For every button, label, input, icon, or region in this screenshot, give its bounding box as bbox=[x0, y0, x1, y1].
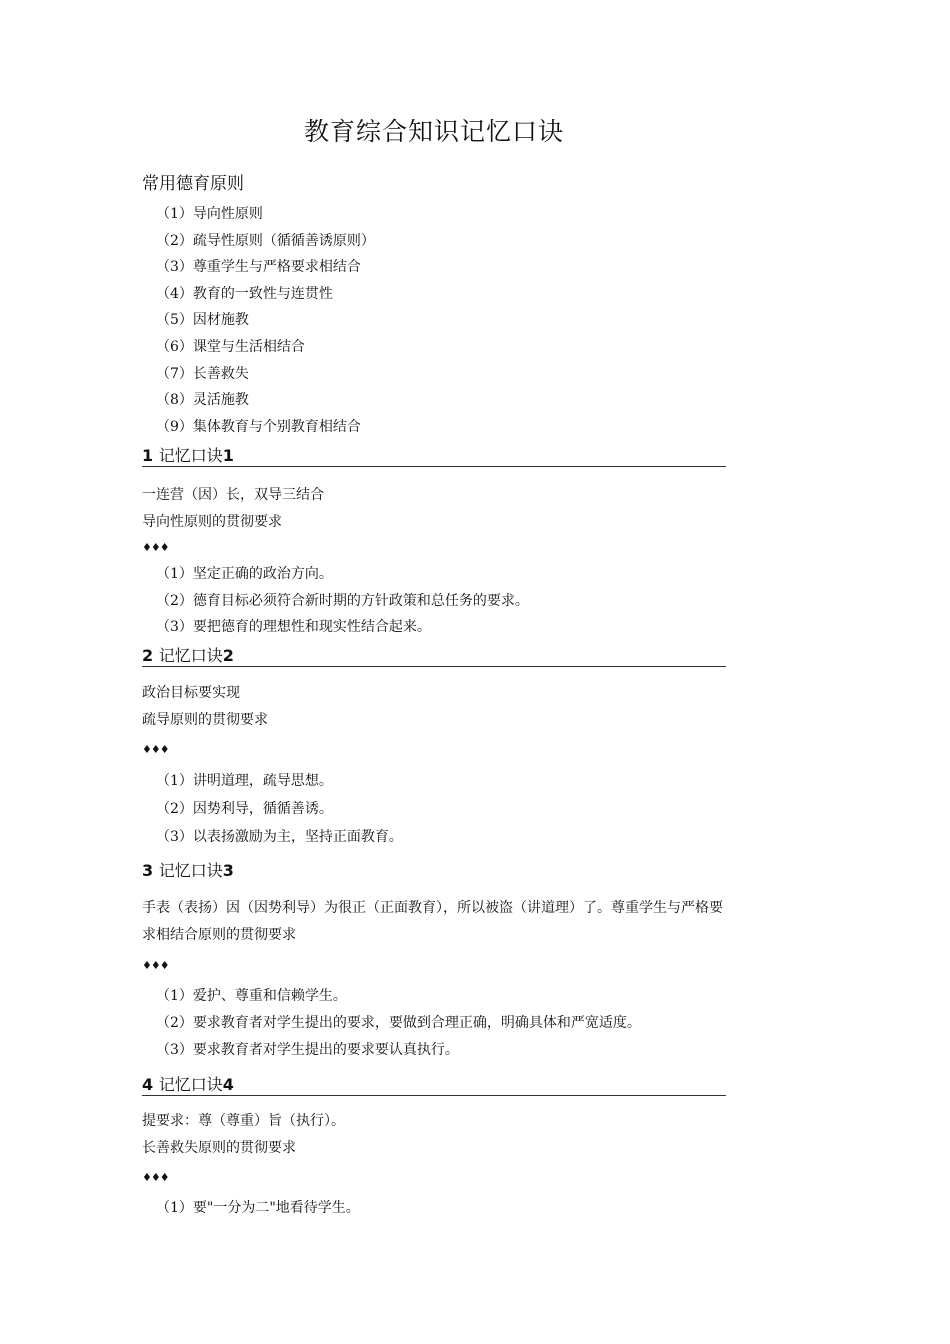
list-item: （1）讲明道理，疏导思想。 bbox=[156, 773, 333, 790]
list-item: （3）以表扬激励为主，坚持正面教育。 bbox=[156, 829, 403, 846]
diamond-icon: ♦♦♦ bbox=[142, 743, 169, 757]
section-suffix: 2 bbox=[222, 646, 234, 665]
principles-section bbox=[142, 172, 726, 440]
section-number: 1 bbox=[142, 446, 154, 465]
list-item: （7）长善救失 bbox=[156, 365, 249, 382]
list-item: （4）教育的一致性与连贯性 bbox=[156, 285, 333, 302]
mnemonic-section-1 bbox=[142, 446, 726, 641]
document-title: 教育综合知识记忆口诀 bbox=[303, 117, 564, 146]
section-heading bbox=[142, 446, 726, 467]
list-item: （1）爱护、尊重和信赖学生。 bbox=[156, 988, 347, 1004]
mnemonic-section-3 bbox=[142, 861, 726, 1064]
mnemonic-text: 手表（表扬）因（因势利导）为很正（正面教育），所以被盗（讲道理）了。尊重学生与严格要求相结合原则的贯彻要求 bbox=[142, 900, 723, 943]
section-number: 2 bbox=[142, 646, 154, 665]
section-number: 3 bbox=[142, 861, 154, 880]
list-item: （3）要求教育者对学生提出的要求要认真执行。 bbox=[156, 1042, 459, 1058]
diamond-icon: ♦♦♦ bbox=[142, 959, 169, 972]
list-item: （3）要把德育的理想性和现实性结合起来。 bbox=[156, 619, 431, 636]
mnemonic-text: 提要求：尊（尊重）旨（执行）。 bbox=[142, 1113, 345, 1129]
diamond-icon: ♦♦♦ bbox=[142, 1171, 169, 1185]
section-heading bbox=[142, 1075, 726, 1096]
list-item: （8）灵活施教 bbox=[156, 392, 249, 409]
list-item: （9）集体教育与个别教育相结合 bbox=[156, 418, 361, 435]
diamond-icon: ♦♦♦ bbox=[142, 541, 169, 555]
mnemonic-section-2 bbox=[142, 646, 726, 851]
mnemonic-text: 政治目标要实现 bbox=[142, 685, 240, 701]
section-number: 4 bbox=[142, 1075, 154, 1094]
section-heading bbox=[142, 646, 726, 667]
list-item: （2）德育目标必须符合新时期的方针政策和总任务的要求。 bbox=[156, 592, 529, 609]
list-item: （6）课堂与生活相结合 bbox=[156, 338, 305, 355]
mnemonic-section-4 bbox=[142, 1075, 726, 1222]
list-item: （2）因势利导，循循善诱。 bbox=[156, 801, 333, 818]
principles-heading: 常用德育原则 bbox=[142, 174, 244, 194]
section-label: 记忆口诀 bbox=[158, 861, 223, 880]
list-item: （2）疏导性原则（循循善诱原则） bbox=[156, 232, 375, 249]
list-item: （3）尊重学生与严格要求相结合 bbox=[156, 259, 361, 276]
mnemonic-text: 一连营（因）长，双导三结合 bbox=[142, 487, 324, 503]
section-heading bbox=[142, 861, 726, 881]
section-suffix: 3 bbox=[222, 861, 234, 880]
section-suffix: 4 bbox=[222, 1075, 234, 1094]
section-suffix: 1 bbox=[222, 446, 234, 465]
list-item: （1）坚定正确的政治方向。 bbox=[156, 566, 333, 583]
list-item: （1）导向性原则 bbox=[156, 206, 263, 222]
section-label: 记忆口诀 bbox=[158, 646, 223, 665]
list-item: （1）要"一分为二"地看待学生。 bbox=[156, 1200, 360, 1217]
section-label: 记忆口诀 bbox=[158, 446, 223, 465]
list-item: （5）因材施教 bbox=[156, 312, 249, 329]
section-subtitle: 长善救失原则的贯彻要求 bbox=[142, 1139, 296, 1156]
section-subtitle: 导向性原则的贯彻要求 bbox=[142, 513, 282, 530]
list-item: （2）要求教育者对学生提出的要求，要做到合理正确，明确具体和严宽适度。 bbox=[156, 1015, 641, 1031]
section-subtitle: 疏导原则的贯彻要求 bbox=[142, 711, 268, 728]
section-label: 记忆口诀 bbox=[158, 1075, 223, 1094]
